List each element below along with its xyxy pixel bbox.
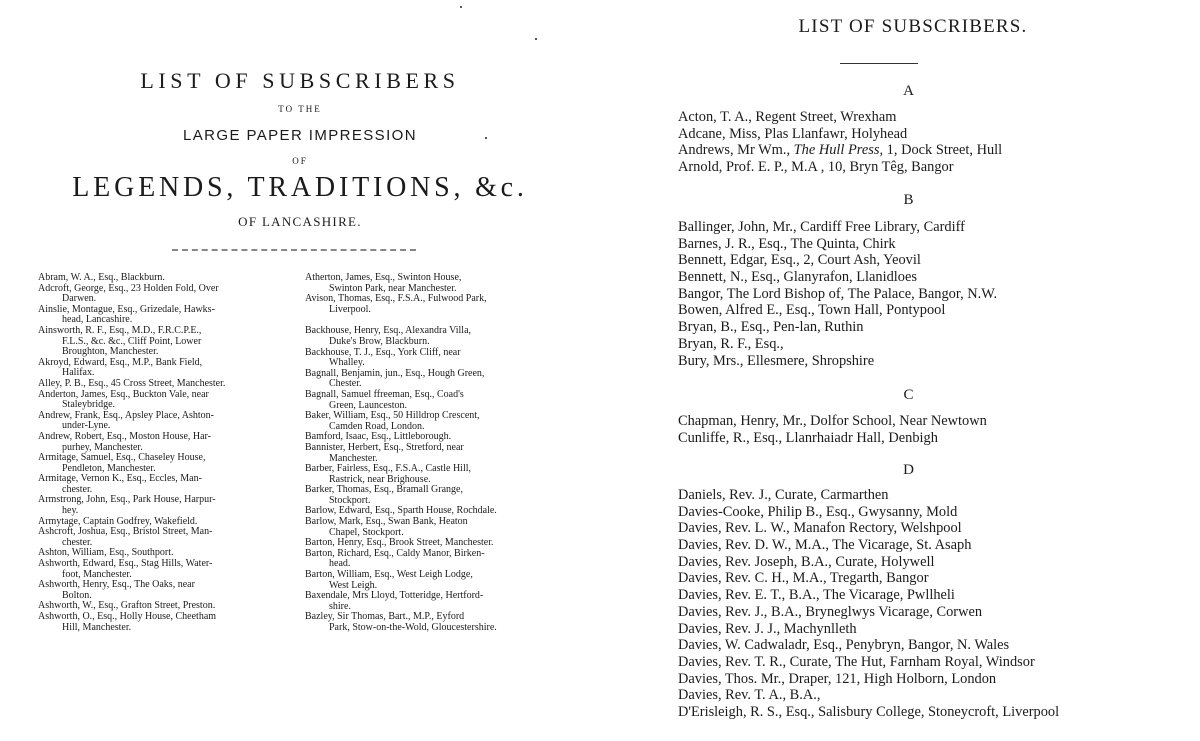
subscriber-entry — [678, 504, 1059, 521]
subscriber-entry — [678, 520, 1059, 537]
subscriber-line: Ashworth, O., Esq., Holly House, Cheetham — [38, 611, 217, 622]
subscriber-entry — [678, 219, 997, 236]
subscriber-line: Swinton Park, near Manchester. — [329, 282, 457, 294]
subscriber-entry — [678, 109, 1002, 126]
subscriber-entry — [678, 654, 1059, 671]
subscriber-line: Backhouse, Henry, Esq., Alexandra Villa, — [305, 325, 472, 337]
subscriber-entry — [305, 326, 553, 347]
subscriber-line: Armitage, Vernon K., Esq., Eccles, Man- — [38, 473, 202, 485]
subscriber-entry — [678, 671, 1059, 688]
to-the-caption: TO THE — [278, 104, 322, 114]
subscriber-entry — [38, 495, 288, 516]
subscriber-entry — [38, 379, 288, 390]
subscriber-line: foot, Manchester. — [62, 568, 132, 580]
subscriber-text: Bangor, The Lord Bishop of, The Palace, Bangor, N.W. — [678, 285, 998, 302]
subscriber-entry — [305, 348, 553, 369]
subscriber-line: Bazley, Sir Thomas, Bart., M.P., Eyford — [305, 611, 465, 623]
subscriber-entry — [678, 687, 1059, 704]
right-page — [600, 0, 1200, 741]
subscriber-text: Davies, W. Cadwaladr, Esq., Penybryn, Bangor, N. Wales — [678, 637, 1010, 654]
subscriber-line: Ainslie, Montague, Esq., Grizedale, Hawks- — [38, 303, 215, 315]
subscriber-entry — [678, 252, 997, 269]
subscriber-entry — [305, 591, 553, 612]
subscriber-line: Stockport. — [329, 494, 371, 506]
subscriber-entry — [678, 269, 997, 286]
subscriber-text: Ballinger, John, Mr., Cardiff Free Library, Cardiff — [678, 219, 965, 235]
subscriber-entry — [678, 142, 1002, 159]
left-column-2-b-group — [305, 326, 553, 633]
subscriber-text: Cunliffe, R., Esq., Llanrhaiadr Hall, Denbigh — [678, 429, 938, 446]
subscriber-entry — [678, 430, 987, 447]
subscriber-entry — [678, 126, 1002, 143]
subscriber-line: purhey, Manchester. — [62, 441, 143, 453]
title-underline — [840, 63, 918, 64]
left-column-2-atherton-group — [305, 273, 553, 315]
subscriber-text: D'Erisleigh, R. S., Esq., Salisbury College, Stoneycroft, Liverpool — [678, 703, 1060, 720]
subscriber-line: Atherton, James, Esq., Swinton House, — [305, 272, 462, 283]
subscriber-line: head, Lancashire. — [62, 314, 133, 326]
subscriber-line: Hill, Manchester. — [62, 621, 132, 633]
subscriber-line: under-Lyne. — [62, 420, 111, 432]
subscriber-line: Bolton. — [62, 589, 92, 601]
subscriber-line: Ashton, William, Esq., Southport. — [38, 547, 174, 559]
subscriber-line: Avison, Thomas, Esq., F.S.A., Fulwood Park, — [305, 293, 487, 305]
subscriber-line: Ashworth, W., Esq., Grafton Street, Preston. — [38, 600, 216, 612]
subscriber-line: Baker, William, Esq., 50 Hilldrop Crescent, — [305, 410, 480, 422]
subscriber-entry — [38, 527, 288, 548]
subscriber-text: Andrews, Mr Wm., — [678, 142, 794, 159]
subscriber-entry — [305, 570, 553, 591]
subscriber-entry — [305, 390, 553, 411]
subscriber-entry — [305, 517, 553, 538]
subscriber-line: Chester. — [329, 378, 362, 390]
subscriber-line: Abram, W. A., Esq., Blackburn. — [38, 272, 165, 283]
of-lancashire-heading: OF LANCASHIRE. — [238, 214, 362, 229]
of-caption: OF — [292, 156, 308, 166]
scan-speck — [485, 137, 487, 139]
subscriber-line: Halifax. — [62, 367, 95, 379]
subscriber-entry — [678, 621, 1059, 638]
subscriber-line: Bagnall, Samuel ffreeman, Esq., Coad's — [305, 388, 464, 400]
subscriber-text: Acton, T. A., Regent Street, Wrexham — [678, 109, 897, 125]
subscriber-line: Chapel, Stockport. — [329, 526, 404, 538]
subscriber-text: Bowen, Alfred E., Esq., Town Hall, Pontypool — [678, 302, 946, 319]
subscriber-list-b — [678, 219, 997, 369]
subscriber-entry — [38, 411, 288, 432]
scan-speck — [460, 6, 462, 8]
subscriber-text: Davies, Rev. J. J., Machynlleth — [678, 620, 857, 637]
section-letter-d: D — [903, 462, 914, 478]
subscriber-entry — [305, 443, 553, 464]
subscriber-entry — [678, 413, 987, 430]
subscriber-entry — [38, 358, 288, 379]
left-page-title: LIST OF SUBSCRIBERS — [140, 68, 460, 93]
publication-title: The Hull Press, — [793, 142, 884, 159]
subscriber-text: Davies, Rev. D. W., M.A., The Vicarage, St. Asaph — [678, 537, 972, 554]
left-column-1 — [38, 273, 288, 633]
subscriber-entry — [38, 580, 288, 601]
subscriber-line: Ashworth, Edward, Esq., Stag Hills, Water- — [38, 558, 213, 570]
subscriber-entry — [38, 284, 288, 305]
subscriber-line: Armitage, Samuel, Esq., Chaseley House, — [38, 452, 206, 464]
subscriber-line: Green, Launceston. — [329, 399, 408, 411]
subscriber-line: chester. — [62, 483, 93, 495]
subscriber-text: Bryan, B., Esq., Pen-lan, Ruthin — [678, 319, 864, 336]
subscriber-line: chester. — [62, 536, 93, 548]
subscriber-text: Davies, Rev. C. H., M.A., Tregarth, Bangor — [678, 570, 929, 587]
dashed-divider — [172, 249, 416, 251]
large-paper-heading: LARGE PAPER IMPRESSION — [183, 127, 417, 144]
subscriber-text: Bennett, Edgar, Esq., 2, Court Ash, Yeovil — [678, 252, 921, 269]
subscriber-entry — [38, 559, 288, 580]
subscriber-text: Davies, Rev. T. R., Curate, The Hut, Farnham Royal, Windsor — [678, 653, 1035, 670]
subscriber-text: Davies, Rev. T. A., B.A., — [678, 687, 821, 704]
subscriber-text: Davies, Rev. J., B.A., Bryneglwys Vicarage, Corwen — [678, 603, 983, 620]
subscriber-line: Staleybridge. — [62, 399, 116, 411]
subscriber-entry — [305, 294, 553, 315]
subscriber-entry — [678, 537, 1059, 554]
subscriber-line: Camden Road, London. — [329, 420, 425, 432]
subscriber-entry — [38, 453, 288, 474]
subscriber-line: head. — [329, 558, 351, 570]
subscriber-entry — [305, 411, 553, 432]
subscriber-entry — [678, 336, 997, 353]
subscriber-line: Pendleton, Manchester. — [62, 462, 156, 474]
subscriber-entry — [305, 485, 553, 506]
subscriber-line: Barton, William, Esq., West Leigh Lodge, — [305, 569, 473, 581]
subscriber-line: Broughton, Manchester. — [62, 346, 159, 358]
section-letter-a: A — [903, 83, 914, 99]
subscriber-text: Chapman, Henry, Mr., Dolfor School, Near Newtown — [678, 413, 987, 429]
subscriber-line: Armytage, Captain Godfrey, Wakefield. — [38, 515, 198, 527]
subscriber-text: 1, Dock Street, Hull — [883, 142, 1003, 159]
subscriber-entry — [678, 704, 1059, 721]
subscriber-entry — [38, 390, 288, 411]
subscriber-text: Davies, Rev. L. W., Manafon Rectory, Welshpool — [678, 520, 962, 537]
right-page-title: LIST OF SUBSCRIBERS. — [798, 16, 1028, 37]
subscriber-list-a — [678, 109, 1002, 176]
left-column-2 — [305, 273, 553, 634]
subscriber-entry — [38, 432, 288, 453]
section-letter-c: C — [903, 387, 914, 403]
subscriber-line: Barlow, Edward, Esq., Sparth House, Rochdale. — [305, 505, 497, 517]
section-letter-b: B — [903, 192, 914, 208]
subscriber-text: Davies, Rev. E. T., B.A., The Vicarage, Pwllheli — [678, 587, 955, 604]
subscriber-line: Whalley. — [329, 357, 365, 369]
subscriber-line: Andrew, Robert, Esq., Moston House, Har- — [38, 430, 212, 442]
subscriber-line: West Leigh. — [329, 579, 378, 591]
subscriber-line: Barker, Thomas, Esq., Bramall Grange, — [305, 484, 463, 496]
subscriber-list-c — [678, 413, 987, 446]
subscriber-entry — [678, 319, 997, 336]
subscriber-entry — [305, 273, 553, 294]
subscriber-line: Bagnall, Benjamin, jun., Esq., Hough Green, — [305, 367, 485, 379]
subscriber-entry — [38, 612, 288, 633]
subscriber-line: Bamford, Isaac, Esq., Littleborough. — [305, 431, 452, 443]
subscriber-line: Alley, P. B., Esq., 45 Cross Street, Manchester. — [38, 377, 226, 389]
subscriber-text: Arnold, Prof. E. P., M.A , 10, Bryn Têg, Bangor — [678, 159, 954, 176]
subscriber-line: Rastrick, near Brighouse. — [329, 473, 431, 485]
subscriber-line: Duke's Brow, Blackburn. — [329, 335, 430, 347]
subscriber-text: Davies, Rev. Joseph, B.A., Curate, Holywell — [678, 553, 935, 570]
subscriber-line: Barber, Fairless, Esq., F.S.A., Castle Hill, — [305, 463, 472, 475]
subscriber-line: F.L.S., &c. &c., Cliff Point, Lower — [62, 335, 202, 347]
subscriber-entry — [678, 570, 1059, 587]
subscriber-entry — [678, 487, 1059, 504]
subscriber-entry — [678, 587, 1059, 604]
subscriber-line: hey. — [62, 505, 79, 517]
subscriber-line: Baxendale, Mrs Lloyd, Totteridge, Hertford- — [305, 590, 484, 602]
subscriber-entry — [38, 326, 288, 358]
subscriber-line: Adcroft, George, Esq., 23 Holden Fold, Over — [38, 282, 219, 294]
subscriber-entry — [305, 464, 553, 485]
subscriber-text: Davies-Cooke, Philip B., Esq., Gwysanny, Mold — [678, 503, 958, 520]
subscriber-line: shire. — [329, 600, 351, 612]
subscriber-line: Anderton, James, Esq., Buckton Vale, near — [38, 388, 209, 400]
subscriber-entry — [678, 637, 1059, 654]
subscriber-entry — [38, 273, 288, 284]
subscriber-entry — [305, 612, 553, 633]
subscriber-line: Ashcroft, Joshua, Esq., Bristol Street, Man- — [38, 526, 213, 538]
subscriber-entry — [678, 236, 997, 253]
subscriber-entry — [38, 474, 288, 495]
subscriber-line: Barton, Richard, Esq., Caldy Manor, Birken- — [305, 547, 485, 559]
subscriber-entry — [305, 549, 553, 570]
subscriber-line: Manchester. — [329, 452, 378, 464]
subscriber-line: Darwen. — [62, 293, 97, 305]
subscriber-entry — [678, 286, 997, 303]
subscriber-text: Bryan, R. F., Esq., — [678, 335, 784, 352]
legends-heading: LEGENDS, TRADITIONS, &c. — [72, 172, 528, 203]
subscriber-list-d — [678, 487, 1059, 721]
subscriber-text: Bury, Mrs., Ellesmere, Shropshire — [678, 352, 875, 369]
subscriber-line: Andrew, Frank, Esq., Apsley Place, Ashton- — [38, 409, 214, 421]
subscriber-entry — [678, 353, 997, 370]
scan-speck — [535, 38, 537, 40]
subscriber-text: Adcane, Miss, Plas Llanfawr, Holyhead — [678, 125, 908, 142]
subscriber-entry — [678, 554, 1059, 571]
subscriber-line: Akroyd, Edward, Esq., M.P., Bank Field, — [38, 356, 203, 368]
subscriber-line: Liverpool. — [329, 303, 371, 315]
subscriber-entry — [678, 302, 997, 319]
subscriber-text: Daniels, Rev. J., Curate, Carmarthen — [678, 487, 889, 503]
subscriber-line: Park, Stow-on-the-Wold, Gloucestershire. — [329, 622, 497, 633]
subscriber-line: Barlow, Mark, Esq., Swan Bank, Heaton — [305, 516, 468, 528]
subscriber-text: Bennett, N., Esq., Glanyrafon, Llanidloes — [678, 269, 917, 286]
subscriber-line: Ashworth, Henry, Esq., The Oaks, near — [38, 579, 195, 591]
subscriber-line: Bannister, Herbert, Esq., Stretford, near — [305, 441, 464, 453]
subscriber-line: Ainsworth, R. F., Esq., M.D., F.R.C.P.E., — [38, 324, 202, 336]
subscriber-line: Backhouse, T. J., Esq., York Cliff, near — [305, 346, 461, 358]
subscriber-entry — [678, 604, 1059, 621]
subscriber-line: Barton, Henry, Esq., Brook Street, Manchester. — [305, 537, 494, 549]
subscriber-line: Armstrong, John, Esq., Park House, Harpur- — [38, 494, 216, 506]
subscriber-text: Davies, Thos. Mr., Draper, 121, High Holborn, London — [678, 670, 997, 687]
subscriber-entry — [678, 159, 1002, 176]
subscriber-entry — [38, 305, 288, 326]
subscriber-text: Barnes, J. R., Esq., The Quinta, Chirk — [678, 235, 896, 252]
subscriber-entry — [305, 369, 553, 390]
